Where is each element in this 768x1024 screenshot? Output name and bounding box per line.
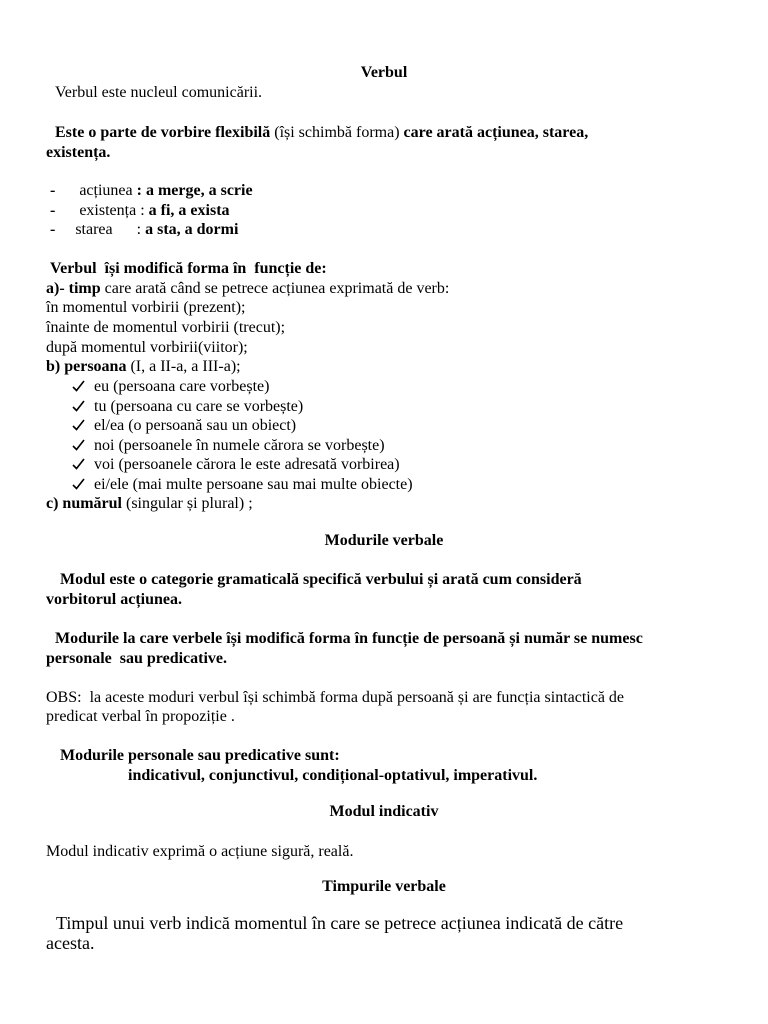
person-list-item: voi (persoanele cărora le este adresată vorbirea) xyxy=(72,456,400,474)
obs-line-2: predicat verbal în propoziție . xyxy=(46,708,235,725)
personal-moods-line-2: personale sau predicative. xyxy=(46,650,228,667)
mood-definition-line-1: Modul este o categorie gramaticală specifică verbului și arată cum consideră xyxy=(60,571,582,588)
intro-line: Verbul este nucleul comunicării. xyxy=(55,84,263,101)
example-item: - starea : a sta, a dormi xyxy=(50,221,239,238)
person-list-item: eu (persoana care vorbește) xyxy=(72,378,269,396)
tenses-title: Timpurile verbale xyxy=(322,878,446,895)
mood-definition-line-2: vorbitorul acțiunea. xyxy=(46,591,182,608)
indicative-title: Modul indicativ xyxy=(329,803,439,820)
checkmark-icon xyxy=(72,417,94,435)
checkmark-icon xyxy=(72,456,94,474)
definition-line-2: existența. xyxy=(46,144,111,161)
tenses-text-line-1: Timpul unui verb indică momentul în care se petrece acțiunea indicată de către xyxy=(56,913,624,933)
checkmark-icon xyxy=(72,378,94,396)
checkmark-icon xyxy=(72,398,94,416)
person-list-item: ei/ele (mai multe persoane sau mai multe obiecte) xyxy=(72,476,413,494)
time-sub-line: după momentul vorbirii(viitor); xyxy=(46,339,248,356)
time-sub-line: în momentul vorbirii (prezent); xyxy=(46,299,246,316)
moods-list-line-1: Modurile personale sau predicative sunt: xyxy=(60,747,340,764)
person-list-item: el/ea (o persoană sau un obiect) xyxy=(72,417,296,435)
changes-heading: Verbul își modifică forma în funcție de: xyxy=(50,260,327,277)
time-line: a)- timp care arată când se petrece acțiunea exprimată de verb: xyxy=(46,280,450,297)
person-list-item: noi (persoanele în numele cărora se vorbește) xyxy=(72,437,385,455)
obs-line-1: OBS: la aceste moduri verbul își schimbă forma după persoană și are funcția sintactică de xyxy=(46,689,625,706)
moods-list-line-2: indicativul, conjunctivul, condițional-optativul, imperativul. xyxy=(128,767,538,784)
page-title: Verbul xyxy=(360,64,408,81)
number-line: c) numărul (singular și plural) ; xyxy=(46,495,253,512)
person-list-item: tu (persoana cu care se vorbește) xyxy=(72,398,303,416)
checkmark-icon xyxy=(72,476,94,494)
moods-title: Modurile verbale xyxy=(324,532,444,549)
definition-line-1: Este o parte de vorbire flexibilă (își schimbă forma) care arată acțiunea, starea, xyxy=(55,124,589,141)
checkmark-icon xyxy=(72,437,94,455)
indicative-text: Modul indicativ exprimă o acțiune sigură, reală. xyxy=(46,843,354,860)
personal-moods-line-1: Modurile la care verbele își modifică forma în funcție de persoană și număr se numesc xyxy=(55,630,643,647)
example-item: - acțiunea : a merge, a scrie xyxy=(50,182,253,199)
person-line: b) persoana (I, a II-a, a III-a); xyxy=(46,358,241,375)
tenses-text-line-2: acesta. xyxy=(46,933,95,953)
example-item: - existența : a fi, a exista xyxy=(50,202,230,219)
time-sub-line: înainte de momentul vorbirii (trecut); xyxy=(46,319,286,336)
